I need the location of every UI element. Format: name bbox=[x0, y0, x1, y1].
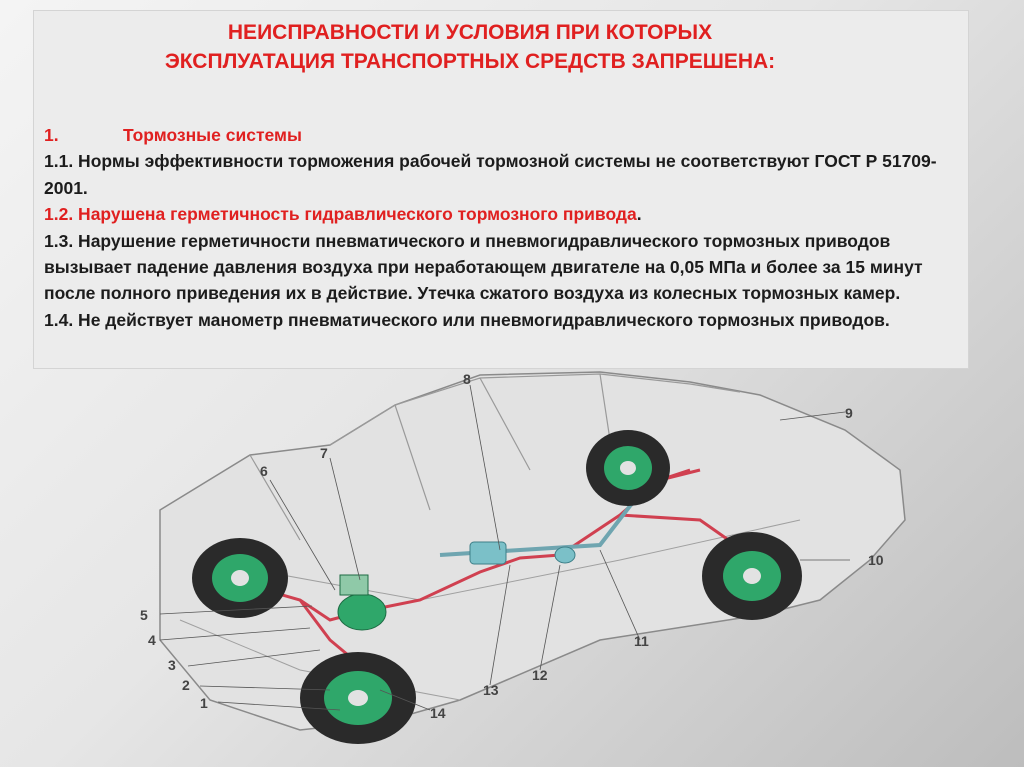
section-title: Тормозные системы bbox=[123, 125, 302, 145]
label-14: 14 bbox=[430, 705, 446, 721]
front-right-wheel bbox=[300, 652, 416, 744]
item-1-2-dot: . bbox=[636, 204, 642, 225]
label-8: 8 bbox=[463, 371, 471, 387]
label-11: 11 bbox=[634, 633, 649, 649]
title-line-2: ЭКСПЛУАТАЦИЯ ТРАНСПОРТНЫХ СРЕДСТВ ЗАПРЕШЕНА: bbox=[164, 50, 776, 73]
label-13: 13 bbox=[483, 682, 499, 698]
label-2: 2 bbox=[182, 677, 190, 693]
item-1-3: 1.3. Нарушение герметичности пневматического и пневмогидравлического тормозных приводов вызывает падение давления воздуха при неработающем двигателе на 0,05 МПа и более за 15 минут после полного приведения их в действие. Утечка сжатого воздуха из колесных тормозных камер. bbox=[44, 230, 923, 304]
front-left-wheel bbox=[192, 538, 288, 618]
item-1-2-text: 1.2. Нарушена герметичность гидравлического тормозного привода bbox=[44, 204, 637, 225]
label-3: 3 bbox=[168, 657, 176, 673]
item-1-1: 1.1. Нормы эффективности торможения рабочей тормозной системы не соответствуют ГОСТ Р 51709-2001. bbox=[44, 151, 937, 198]
slide-body bbox=[44, 122, 974, 333]
item-1-2 bbox=[44, 201, 974, 227]
pressure-regulator bbox=[555, 547, 575, 563]
label-9: 9 bbox=[845, 405, 853, 421]
slide-title bbox=[40, 18, 900, 76]
item-1-4: 1.4. Не действует манометр пневматического или пневмогидравлического тормозных приводов. bbox=[44, 309, 890, 330]
section-heading bbox=[44, 122, 974, 148]
title-line-1: НЕИСПРАВНОСТИ И УСЛОВИЯ ПРИ КОТОРЫХ bbox=[227, 21, 713, 44]
section-number: 1. bbox=[44, 125, 59, 145]
brake-system-diagram bbox=[130, 360, 1024, 767]
label-6: 6 bbox=[260, 463, 268, 479]
label-10: 10 bbox=[868, 552, 884, 568]
rear-left-wheel bbox=[586, 430, 670, 506]
vacuum-booster bbox=[338, 594, 386, 630]
parking-brake-lever bbox=[470, 542, 506, 564]
label-5: 5 bbox=[140, 607, 148, 623]
master-cylinder bbox=[340, 575, 368, 595]
rear-right-wheel bbox=[702, 532, 802, 620]
label-7: 7 bbox=[320, 445, 328, 461]
label-12: 12 bbox=[532, 667, 548, 683]
label-4: 4 bbox=[148, 632, 156, 648]
label-1: 1 bbox=[200, 695, 208, 711]
